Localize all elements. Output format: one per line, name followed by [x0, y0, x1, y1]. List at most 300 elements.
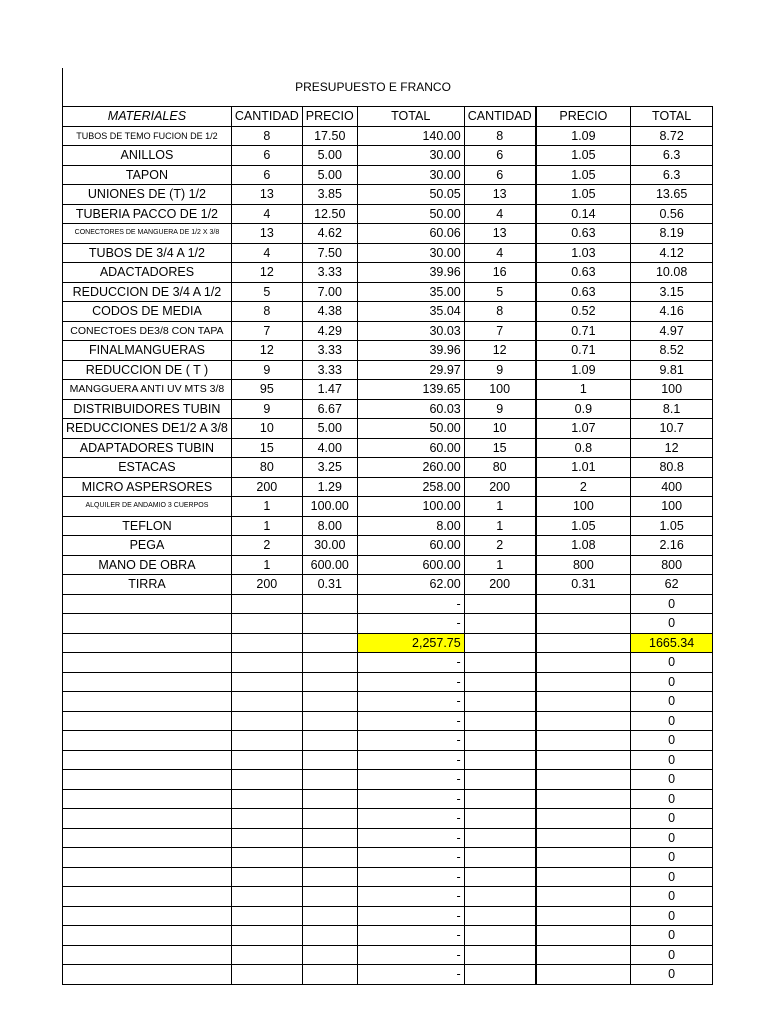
- total-1-cell[interactable]: -: [357, 848, 464, 868]
- precio-2-cell[interactable]: [536, 633, 631, 653]
- header-total-2[interactable]: TOTAL: [631, 107, 713, 127]
- precio-1-cell[interactable]: 3.85: [302, 185, 357, 205]
- precio-1-cell[interactable]: [302, 867, 357, 887]
- cantidad-2-cell[interactable]: 10: [464, 419, 535, 439]
- cantidad-2-cell[interactable]: 200: [464, 477, 535, 497]
- material-cell[interactable]: [63, 672, 232, 692]
- precio-2-cell[interactable]: [536, 887, 631, 907]
- precio-2-cell[interactable]: 800: [536, 555, 631, 575]
- total-1-cell[interactable]: -: [357, 887, 464, 907]
- precio-1-cell[interactable]: 6.67: [302, 399, 357, 419]
- cantidad-1-cell[interactable]: [231, 633, 302, 653]
- total-1-cell[interactable]: 29.97: [357, 360, 464, 380]
- header-cantidad-1[interactable]: CANTIDAD: [231, 107, 302, 127]
- precio-1-cell[interactable]: [302, 789, 357, 809]
- cantidad-1-cell[interactable]: 13: [231, 224, 302, 244]
- cantidad-2-cell[interactable]: 7: [464, 321, 535, 341]
- precio-2-cell[interactable]: [536, 672, 631, 692]
- total-1-cell[interactable]: 140.00: [357, 126, 464, 146]
- precio-2-cell[interactable]: 1.05: [536, 516, 631, 536]
- total-2-cell[interactable]: 80.8: [631, 458, 713, 478]
- precio-1-cell[interactable]: [302, 770, 357, 790]
- material-cell[interactable]: TIRRA: [63, 575, 232, 595]
- total-2-cell[interactable]: 0: [631, 750, 713, 770]
- precio-1-cell[interactable]: 4.29: [302, 321, 357, 341]
- material-cell[interactable]: DISTRIBUIDORES TUBIN: [63, 399, 232, 419]
- total-2-cell[interactable]: 8.72: [631, 126, 713, 146]
- material-cell[interactable]: [63, 945, 232, 965]
- cantidad-2-cell[interactable]: 8: [464, 302, 535, 322]
- total-1-cell[interactable]: -: [357, 906, 464, 926]
- total-1-cell[interactable]: 30.00: [357, 165, 464, 185]
- cantidad-2-cell[interactable]: [464, 614, 535, 634]
- material-cell[interactable]: [63, 711, 232, 731]
- total-2-cell[interactable]: 2.16: [631, 536, 713, 556]
- cantidad-2-cell[interactable]: 8: [464, 126, 535, 146]
- precio-2-cell[interactable]: [536, 965, 631, 985]
- total-1-cell[interactable]: -: [357, 770, 464, 790]
- cantidad-1-cell[interactable]: 1: [231, 497, 302, 517]
- total-1-cell[interactable]: 50.00: [357, 419, 464, 439]
- material-cell[interactable]: [63, 789, 232, 809]
- total-1-cell[interactable]: -: [357, 867, 464, 887]
- cantidad-1-cell[interactable]: 12: [231, 341, 302, 361]
- material-cell[interactable]: ADACTADORES: [63, 263, 232, 283]
- material-cell[interactable]: FINALMANGUERAS: [63, 341, 232, 361]
- total-2-cell[interactable]: 0: [631, 926, 713, 946]
- material-cell[interactable]: TEFLON: [63, 516, 232, 536]
- cantidad-1-cell[interactable]: 13: [231, 185, 302, 205]
- cantidad-1-cell[interactable]: [231, 809, 302, 829]
- total-1-cell[interactable]: -: [357, 828, 464, 848]
- total-2-cell[interactable]: 100: [631, 497, 713, 517]
- cantidad-2-cell[interactable]: [464, 926, 535, 946]
- total-1-cell[interactable]: -: [357, 750, 464, 770]
- precio-2-cell[interactable]: [536, 906, 631, 926]
- cantidad-1-cell[interactable]: 4: [231, 243, 302, 263]
- precio-1-cell[interactable]: 3.25: [302, 458, 357, 478]
- total-2-cell[interactable]: 1665.34: [631, 633, 713, 653]
- cantidad-1-cell[interactable]: 8: [231, 302, 302, 322]
- precio-2-cell[interactable]: 1.01: [536, 458, 631, 478]
- material-cell[interactable]: TUBERIA PACCO DE 1/2: [63, 204, 232, 224]
- precio-2-cell[interactable]: [536, 653, 631, 673]
- precio-1-cell[interactable]: [302, 653, 357, 673]
- cantidad-2-cell[interactable]: 5: [464, 282, 535, 302]
- cantidad-2-cell[interactable]: 9: [464, 360, 535, 380]
- cantidad-2-cell[interactable]: 9: [464, 399, 535, 419]
- cantidad-2-cell[interactable]: [464, 789, 535, 809]
- material-cell[interactable]: MANGGUERA ANTI UV MTS 3/8: [63, 380, 232, 400]
- cantidad-1-cell[interactable]: 1: [231, 555, 302, 575]
- total-2-cell[interactable]: 0: [631, 672, 713, 692]
- precio-1-cell[interactable]: [302, 711, 357, 731]
- total-2-cell[interactable]: 3.15: [631, 282, 713, 302]
- cantidad-1-cell[interactable]: [231, 848, 302, 868]
- cantidad-2-cell[interactable]: [464, 750, 535, 770]
- cantidad-2-cell[interactable]: 13: [464, 224, 535, 244]
- material-cell[interactable]: [63, 614, 232, 634]
- material-cell[interactable]: ESTACAS: [63, 458, 232, 478]
- precio-2-cell[interactable]: 0.63: [536, 282, 631, 302]
- total-1-cell[interactable]: -: [357, 926, 464, 946]
- cantidad-2-cell[interactable]: [464, 867, 535, 887]
- precio-2-cell[interactable]: [536, 594, 631, 614]
- total-2-cell[interactable]: 0: [631, 828, 713, 848]
- precio-2-cell[interactable]: [536, 789, 631, 809]
- precio-1-cell[interactable]: [302, 809, 357, 829]
- total-1-cell[interactable]: -: [357, 965, 464, 985]
- material-cell[interactable]: REDUCCION DE 3/4 A 1/2: [63, 282, 232, 302]
- cantidad-1-cell[interactable]: [231, 945, 302, 965]
- total-1-cell[interactable]: 35.00: [357, 282, 464, 302]
- precio-2-cell[interactable]: 1.03: [536, 243, 631, 263]
- precio-1-cell[interactable]: 5.00: [302, 165, 357, 185]
- precio-2-cell[interactable]: [536, 867, 631, 887]
- material-cell[interactable]: CODOS DE MEDIA: [63, 302, 232, 322]
- precio-1-cell[interactable]: [302, 731, 357, 751]
- cantidad-1-cell[interactable]: [231, 731, 302, 751]
- material-cell[interactable]: [63, 731, 232, 751]
- total-2-cell[interactable]: 0: [631, 711, 713, 731]
- cantidad-2-cell[interactable]: 1: [464, 516, 535, 536]
- cantidad-2-cell[interactable]: [464, 906, 535, 926]
- precio-1-cell[interactable]: 100.00: [302, 497, 357, 517]
- total-2-cell[interactable]: 0: [631, 731, 713, 751]
- cantidad-2-cell[interactable]: 6: [464, 165, 535, 185]
- precio-1-cell[interactable]: [302, 906, 357, 926]
- total-1-cell[interactable]: -: [357, 789, 464, 809]
- cantidad-2-cell[interactable]: [464, 809, 535, 829]
- cantidad-2-cell[interactable]: [464, 672, 535, 692]
- total-1-cell[interactable]: 30.03: [357, 321, 464, 341]
- total-2-cell[interactable]: 0: [631, 692, 713, 712]
- material-cell[interactable]: [63, 653, 232, 673]
- total-2-cell[interactable]: 0: [631, 945, 713, 965]
- cantidad-1-cell[interactable]: 1: [231, 516, 302, 536]
- precio-1-cell[interactable]: 3.33: [302, 341, 357, 361]
- cantidad-2-cell[interactable]: [464, 945, 535, 965]
- precio-1-cell[interactable]: [302, 692, 357, 712]
- cantidad-1-cell[interactable]: [231, 789, 302, 809]
- header-total-1[interactable]: TOTAL: [357, 107, 464, 127]
- cantidad-2-cell[interactable]: [464, 594, 535, 614]
- total-2-cell[interactable]: 400: [631, 477, 713, 497]
- total-2-cell[interactable]: 4.97: [631, 321, 713, 341]
- material-cell[interactable]: UNIONES DE (T) 1/2: [63, 185, 232, 205]
- cantidad-2-cell[interactable]: 2: [464, 536, 535, 556]
- cantidad-2-cell[interactable]: 1: [464, 497, 535, 517]
- total-1-cell[interactable]: 50.05: [357, 185, 464, 205]
- precio-1-cell[interactable]: 1.47: [302, 380, 357, 400]
- precio-1-cell[interactable]: 4.38: [302, 302, 357, 322]
- precio-2-cell[interactable]: 1.05: [536, 146, 631, 166]
- total-2-cell[interactable]: 8.19: [631, 224, 713, 244]
- total-1-cell[interactable]: -: [357, 594, 464, 614]
- total-1-cell[interactable]: -: [357, 711, 464, 731]
- total-1-cell[interactable]: 60.06: [357, 224, 464, 244]
- total-2-cell[interactable]: 12: [631, 438, 713, 458]
- cantidad-1-cell[interactable]: 9: [231, 399, 302, 419]
- precio-1-cell[interactable]: 8.00: [302, 516, 357, 536]
- cantidad-1-cell[interactable]: 9: [231, 360, 302, 380]
- cantidad-2-cell[interactable]: 13: [464, 185, 535, 205]
- cantidad-2-cell[interactable]: [464, 711, 535, 731]
- precio-2-cell[interactable]: 0.71: [536, 321, 631, 341]
- total-2-cell[interactable]: 0: [631, 887, 713, 907]
- precio-1-cell[interactable]: [302, 848, 357, 868]
- cantidad-1-cell[interactable]: [231, 867, 302, 887]
- precio-1-cell[interactable]: [302, 887, 357, 907]
- total-1-cell[interactable]: 39.96: [357, 263, 464, 283]
- material-cell[interactable]: MANO DE OBRA: [63, 555, 232, 575]
- precio-1-cell[interactable]: 17.50: [302, 126, 357, 146]
- material-cell[interactable]: MICRO ASPERSORES: [63, 477, 232, 497]
- total-2-cell[interactable]: 0: [631, 770, 713, 790]
- material-cell[interactable]: REDUCCIONES DE1/2 A 3/8: [63, 419, 232, 439]
- cantidad-1-cell[interactable]: [231, 926, 302, 946]
- total-1-cell[interactable]: 50.00: [357, 204, 464, 224]
- precio-2-cell[interactable]: [536, 926, 631, 946]
- total-1-cell[interactable]: -: [357, 692, 464, 712]
- cantidad-2-cell[interactable]: [464, 653, 535, 673]
- precio-1-cell[interactable]: 7.00: [302, 282, 357, 302]
- cantidad-2-cell[interactable]: [464, 828, 535, 848]
- total-1-cell[interactable]: 600.00: [357, 555, 464, 575]
- cantidad-2-cell[interactable]: 15: [464, 438, 535, 458]
- material-cell[interactable]: ANILLOS: [63, 146, 232, 166]
- total-2-cell[interactable]: 0: [631, 789, 713, 809]
- cantidad-1-cell[interactable]: 15: [231, 438, 302, 458]
- total-1-cell[interactable]: 60.03: [357, 399, 464, 419]
- cantidad-1-cell[interactable]: 4: [231, 204, 302, 224]
- cantidad-1-cell[interactable]: [231, 653, 302, 673]
- precio-1-cell[interactable]: 7.50: [302, 243, 357, 263]
- total-1-cell[interactable]: 8.00: [357, 516, 464, 536]
- total-2-cell[interactable]: 10.7: [631, 419, 713, 439]
- total-2-cell[interactable]: 0: [631, 867, 713, 887]
- cantidad-1-cell[interactable]: 80: [231, 458, 302, 478]
- cantidad-1-cell[interactable]: 2: [231, 536, 302, 556]
- total-2-cell[interactable]: 62: [631, 575, 713, 595]
- total-1-cell[interactable]: 30.00: [357, 243, 464, 263]
- total-1-cell[interactable]: -: [357, 945, 464, 965]
- material-cell[interactable]: [63, 633, 232, 653]
- material-cell[interactable]: [63, 770, 232, 790]
- cantidad-1-cell[interactable]: [231, 614, 302, 634]
- precio-1-cell[interactable]: 5.00: [302, 146, 357, 166]
- cantidad-1-cell[interactable]: [231, 692, 302, 712]
- total-1-cell[interactable]: -: [357, 614, 464, 634]
- total-2-cell[interactable]: 0.56: [631, 204, 713, 224]
- header-cantidad-2[interactable]: CANTIDAD: [464, 107, 535, 127]
- cantidad-1-cell[interactable]: [231, 906, 302, 926]
- cantidad-1-cell[interactable]: [231, 887, 302, 907]
- precio-2-cell[interactable]: 0.8: [536, 438, 631, 458]
- total-1-cell[interactable]: 35.04: [357, 302, 464, 322]
- material-cell[interactable]: [63, 848, 232, 868]
- precio-2-cell[interactable]: 0.9: [536, 399, 631, 419]
- precio-1-cell[interactable]: 12.50: [302, 204, 357, 224]
- total-2-cell[interactable]: 0: [631, 965, 713, 985]
- total-2-cell[interactable]: 0: [631, 809, 713, 829]
- cantidad-2-cell[interactable]: 1: [464, 555, 535, 575]
- material-cell[interactable]: [63, 828, 232, 848]
- precio-1-cell[interactable]: 1.29: [302, 477, 357, 497]
- total-2-cell[interactable]: 8.1: [631, 399, 713, 419]
- total-1-cell[interactable]: 139.65: [357, 380, 464, 400]
- precio-1-cell[interactable]: [302, 828, 357, 848]
- precio-2-cell[interactable]: [536, 770, 631, 790]
- total-1-cell[interactable]: 39.96: [357, 341, 464, 361]
- precio-2-cell[interactable]: [536, 848, 631, 868]
- cantidad-2-cell[interactable]: 6: [464, 146, 535, 166]
- total-1-cell[interactable]: -: [357, 731, 464, 751]
- cantidad-2-cell[interactable]: [464, 887, 535, 907]
- material-cell[interactable]: CONECTOES DE3/8 CON TAPA: [63, 321, 232, 341]
- header-precio-1[interactable]: PRECIO: [302, 107, 357, 127]
- precio-1-cell[interactable]: [302, 594, 357, 614]
- cantidad-2-cell[interactable]: 200: [464, 575, 535, 595]
- precio-1-cell[interactable]: [302, 965, 357, 985]
- total-2-cell[interactable]: 0: [631, 906, 713, 926]
- material-cell[interactable]: [63, 692, 232, 712]
- material-cell[interactable]: [63, 887, 232, 907]
- header-precio-2[interactable]: PRECIO: [536, 107, 631, 127]
- precio-1-cell[interactable]: 3.33: [302, 360, 357, 380]
- cantidad-2-cell[interactable]: [464, 965, 535, 985]
- cantidad-1-cell[interactable]: 8: [231, 126, 302, 146]
- precio-2-cell[interactable]: 0.63: [536, 224, 631, 244]
- total-2-cell[interactable]: 100: [631, 380, 713, 400]
- precio-1-cell[interactable]: [302, 945, 357, 965]
- precio-2-cell[interactable]: [536, 945, 631, 965]
- total-2-cell[interactable]: 800: [631, 555, 713, 575]
- precio-2-cell[interactable]: 1.05: [536, 165, 631, 185]
- material-cell[interactable]: TUBOS DE 3/4 A 1/2: [63, 243, 232, 263]
- precio-2-cell[interactable]: [536, 614, 631, 634]
- cantidad-2-cell[interactable]: [464, 633, 535, 653]
- material-cell[interactable]: [63, 926, 232, 946]
- material-cell[interactable]: [63, 750, 232, 770]
- total-2-cell[interactable]: 0: [631, 614, 713, 634]
- cantidad-1-cell[interactable]: 12: [231, 263, 302, 283]
- cantidad-2-cell[interactable]: 80: [464, 458, 535, 478]
- cantidad-2-cell[interactable]: 4: [464, 204, 535, 224]
- material-cell[interactable]: [63, 594, 232, 614]
- precio-2-cell[interactable]: [536, 828, 631, 848]
- total-2-cell[interactable]: 1.05: [631, 516, 713, 536]
- total-2-cell[interactable]: 0: [631, 848, 713, 868]
- cantidad-1-cell[interactable]: 200: [231, 575, 302, 595]
- material-cell[interactable]: PEGA: [63, 536, 232, 556]
- precio-2-cell[interactable]: 1: [536, 380, 631, 400]
- cantidad-1-cell[interactable]: 7: [231, 321, 302, 341]
- total-2-cell[interactable]: 9.81: [631, 360, 713, 380]
- material-cell[interactable]: [63, 867, 232, 887]
- total-1-cell[interactable]: 62.00: [357, 575, 464, 595]
- total-1-cell[interactable]: 260.00: [357, 458, 464, 478]
- total-2-cell[interactable]: 0: [631, 594, 713, 614]
- material-cell[interactable]: [63, 906, 232, 926]
- material-cell[interactable]: REDUCCION DE ( T ): [63, 360, 232, 380]
- cantidad-2-cell[interactable]: [464, 770, 535, 790]
- cantidad-2-cell[interactable]: [464, 848, 535, 868]
- cantidad-1-cell[interactable]: 95: [231, 380, 302, 400]
- total-2-cell[interactable]: 10.08: [631, 263, 713, 283]
- cantidad-1-cell[interactable]: [231, 672, 302, 692]
- cantidad-2-cell[interactable]: 12: [464, 341, 535, 361]
- cantidad-1-cell[interactable]: 6: [231, 165, 302, 185]
- total-1-cell[interactable]: -: [357, 653, 464, 673]
- precio-2-cell[interactable]: 0.31: [536, 575, 631, 595]
- total-2-cell[interactable]: 6.3: [631, 165, 713, 185]
- precio-2-cell[interactable]: 0.14: [536, 204, 631, 224]
- precio-1-cell[interactable]: 0.31: [302, 575, 357, 595]
- total-2-cell[interactable]: 0: [631, 653, 713, 673]
- precio-2-cell[interactable]: 1.09: [536, 126, 631, 146]
- precio-2-cell[interactable]: 0.63: [536, 263, 631, 283]
- cantidad-1-cell[interactable]: 6: [231, 146, 302, 166]
- precio-2-cell[interactable]: 1.05: [536, 185, 631, 205]
- precio-1-cell[interactable]: [302, 672, 357, 692]
- material-cell[interactable]: CONECTORES DE MANGUERA DE 1/2 X 3/8: [63, 224, 232, 244]
- material-cell[interactable]: [63, 965, 232, 985]
- cantidad-1-cell[interactable]: 200: [231, 477, 302, 497]
- precio-2-cell[interactable]: 1.08: [536, 536, 631, 556]
- precio-1-cell[interactable]: 600.00: [302, 555, 357, 575]
- precio-2-cell[interactable]: [536, 750, 631, 770]
- precio-1-cell[interactable]: [302, 614, 357, 634]
- precio-1-cell[interactable]: [302, 750, 357, 770]
- precio-1-cell[interactable]: 30.00: [302, 536, 357, 556]
- precio-2-cell[interactable]: 100: [536, 497, 631, 517]
- precio-2-cell[interactable]: [536, 731, 631, 751]
- total-2-cell[interactable]: 8.52: [631, 341, 713, 361]
- precio-2-cell[interactable]: [536, 711, 631, 731]
- cantidad-2-cell[interactable]: 100: [464, 380, 535, 400]
- precio-2-cell[interactable]: 1.07: [536, 419, 631, 439]
- total-1-cell[interactable]: 2,257.75: [357, 633, 464, 653]
- precio-2-cell[interactable]: 2: [536, 477, 631, 497]
- material-cell[interactable]: TUBOS DE TEMO FUCION DE 1/2: [63, 126, 232, 146]
- precio-1-cell[interactable]: 5.00: [302, 419, 357, 439]
- cantidad-1-cell[interactable]: [231, 711, 302, 731]
- total-2-cell[interactable]: 6.3: [631, 146, 713, 166]
- cantidad-1-cell[interactable]: 10: [231, 419, 302, 439]
- precio-2-cell[interactable]: 1.09: [536, 360, 631, 380]
- total-1-cell[interactable]: 100.00: [357, 497, 464, 517]
- cantidad-2-cell[interactable]: [464, 731, 535, 751]
- cantidad-1-cell[interactable]: [231, 770, 302, 790]
- material-cell[interactable]: ALQUILER DE ANDAMIO 3 CUERPOS: [63, 497, 232, 517]
- material-cell[interactable]: [63, 809, 232, 829]
- precio-1-cell[interactable]: 4.00: [302, 438, 357, 458]
- cantidad-2-cell[interactable]: [464, 692, 535, 712]
- precio-2-cell[interactable]: [536, 809, 631, 829]
- precio-2-cell[interactable]: 0.52: [536, 302, 631, 322]
- total-2-cell[interactable]: 13.65: [631, 185, 713, 205]
- cantidad-1-cell[interactable]: [231, 965, 302, 985]
- header-materiales[interactable]: MATERIALES: [63, 107, 232, 127]
- cantidad-2-cell[interactable]: 4: [464, 243, 535, 263]
- cantidad-2-cell[interactable]: 16: [464, 263, 535, 283]
- total-1-cell[interactable]: 60.00: [357, 536, 464, 556]
- precio-1-cell[interactable]: [302, 633, 357, 653]
- precio-1-cell[interactable]: 3.33: [302, 263, 357, 283]
- precio-1-cell[interactable]: [302, 926, 357, 946]
- precio-2-cell[interactable]: 0.71: [536, 341, 631, 361]
